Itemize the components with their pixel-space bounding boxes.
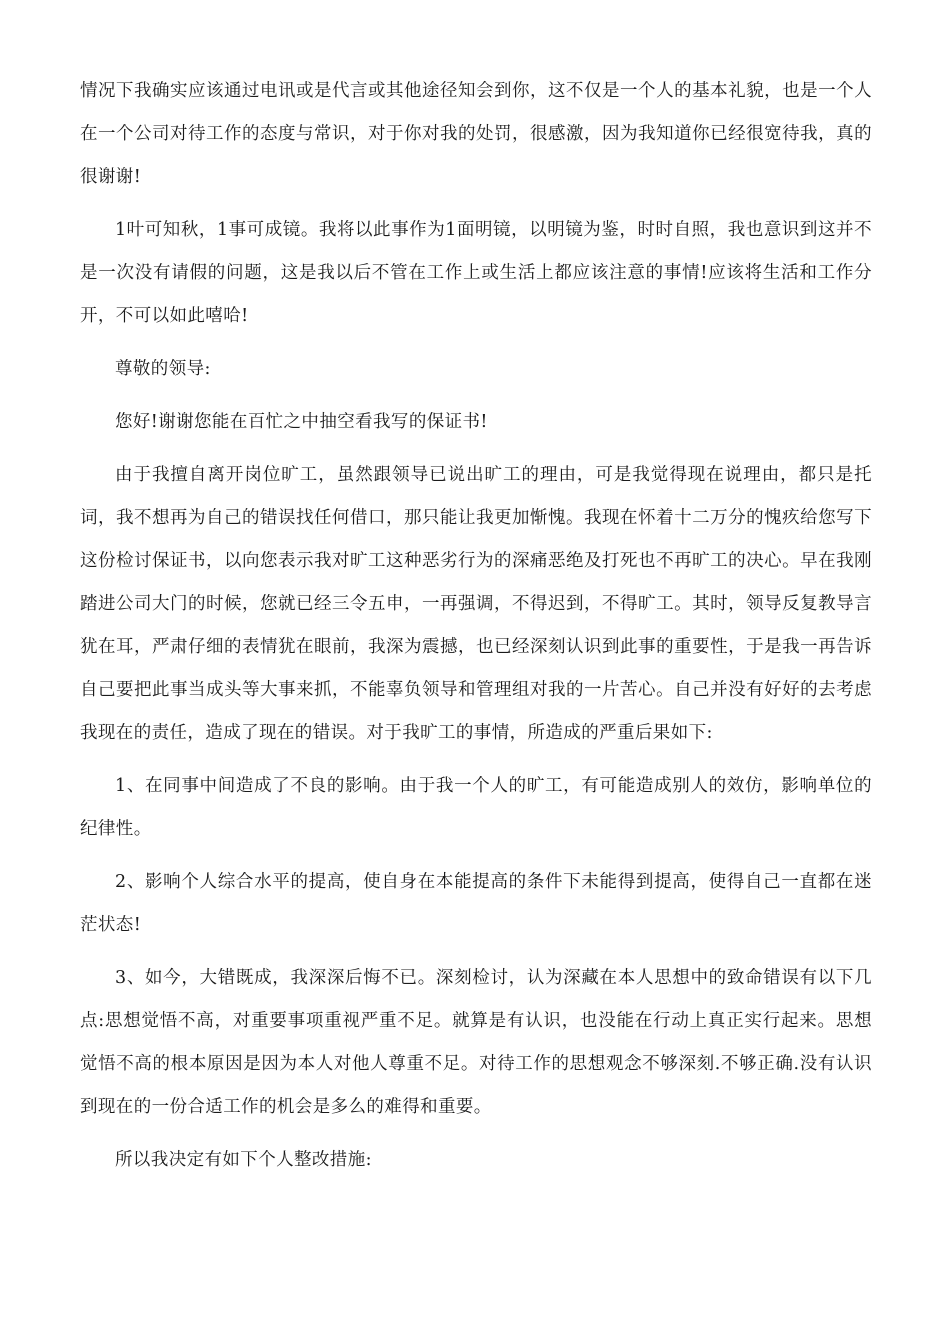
consequence-item-3: 3、如今，大错既成，我深深后悔不已。深刻检讨，认为深藏在本人思想中的致命错误有以下几点:思想觉悟不高，对重要事项重视严重不足。就算是有认识，也没能在行动上真正实行起来。思想觉悟不高的根本原因是因为本人对他人尊重不足。对待工作的思想观念不够深刻.不够正确.没有认识到现在的一份合适工作的机会是多么的难得和重要。: [80, 968, 872, 1117]
consequence-item-2: 2、影响个人综合水平的提高，使自身在本能提高的条件下未能得到提高，使得自己一直都在迷茫状态!: [80, 872, 872, 935]
greeting: 您好!谢谢您能在百忙之中抽空看我写的保证书!: [115, 412, 488, 432]
consequence-item-1: 1、在同事中间造成了不良的影响。由于我一个人的旷工，有可能造成别人的效仿，影响单位的纪律性。: [80, 776, 872, 839]
closing-line: 所以我决定有如下个人整改措施:: [115, 1150, 372, 1170]
paragraph-main: 由于我擅自离开岗位旷工，虽然跟领导已说出旷工的理由，可是我觉得现在说理由，都只是托词，我不想再为自己的错误找任何借口，那只能让我更加惭愧。我现在怀着十二万分的愧疚给您写下这份检讨保证书，以向您表示我对旷工这种恶劣行为的深痛恶绝及打死也不再旷工的决心。早在我刚踏进公司大门的时候，您就已经三令五申，一再强调，不得迟到，不得旷工。其时，领导反复教导言犹在耳，严肃仔细的表情犹在眼前，我深为震撼，也已经深刻认识到此事的重要性，于是我一再告诉自己要把此事当成头等大事来抓，不能辜负领导和管理组对我的一片苦心。自己并没有好好的去考虑我现在的责任，造成了现在的错误。对于我旷工的事情，所造成的严重后果如下:: [80, 465, 872, 743]
paragraph-continuation: 情况下我确实应该通过电讯或是代言或其他途径知会到你，这不仅是一个人的基本礼貌，也是一个人在一个公司对待工作的态度与常识，对于你对我的处罚，很感激，因为我知道你已经很宽待我，真的很谢谢!: [80, 81, 872, 187]
salutation: 尊敬的领导:: [115, 359, 211, 379]
paragraph-reflection: 1叶可知秋，1事可成镜。我将以此事作为1面明镜，以明镜为鉴，时时自照，我也意识到这并不是一次没有请假的问题，这是我以后不管在工作上或生活上都应该注意的事情!应该将生活和工作分开，不可以如此嘻哈!: [80, 220, 872, 326]
document-body: [80, 70, 872, 1192]
